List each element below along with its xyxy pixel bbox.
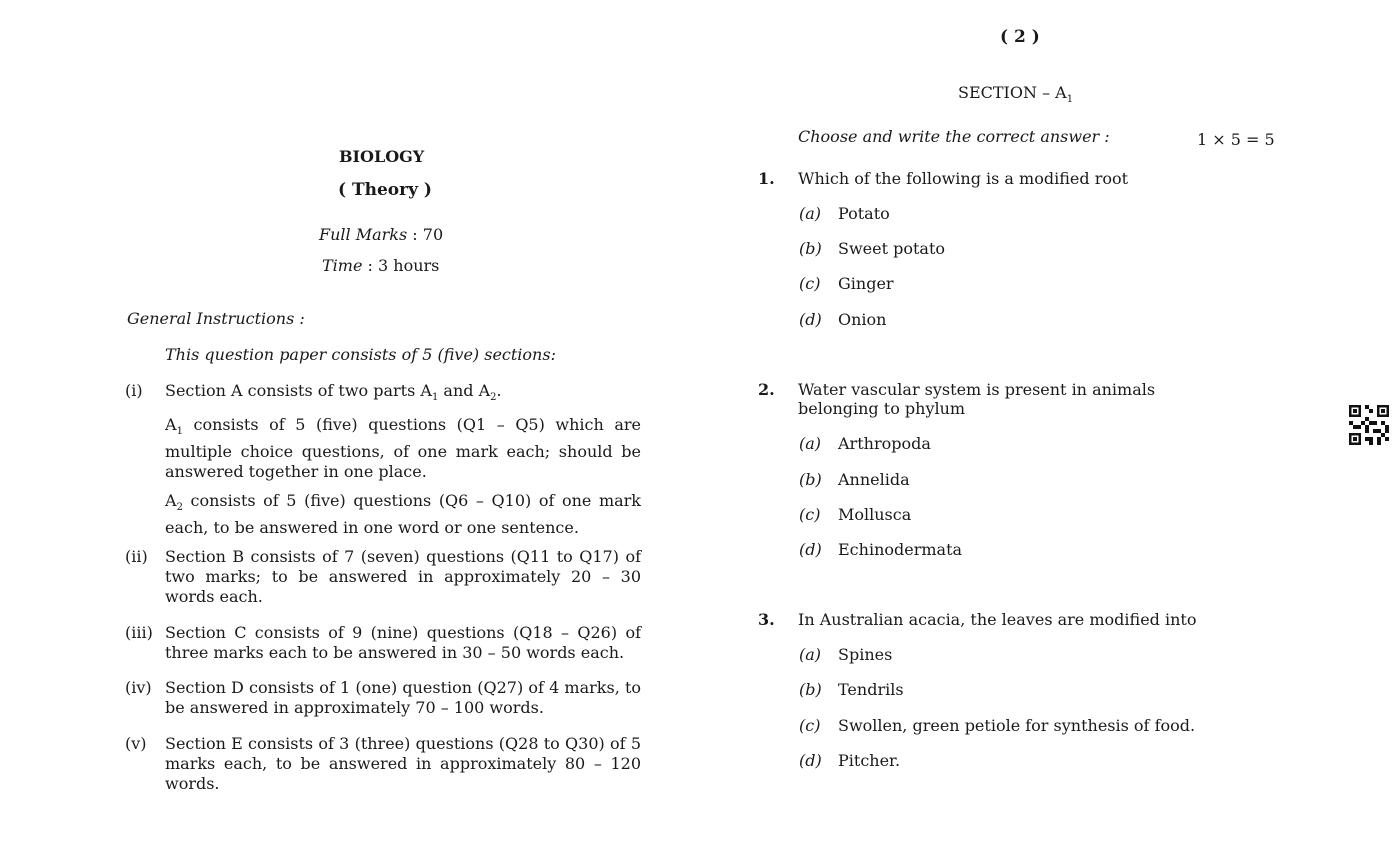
section-title <box>958 83 1073 105</box>
subject-title: BIOLOGY <box>339 147 425 166</box>
item-number: (ii) <box>125 547 148 566</box>
item-text: Section C consists of 9 (nine) questions (Q18 – Q26) of three marks each to be answered in 30 – 50 words each. <box>165 623 641 662</box>
qr-code-icon <box>1349 405 1389 445</box>
item-number: (i) <box>125 381 143 400</box>
page-number: ( 2 ) <box>1000 27 1040 47</box>
item-text-part: . <box>496 381 502 400</box>
question-number: 2. <box>758 380 775 399</box>
section-marks: 1 × 5 = 5 <box>1197 130 1275 149</box>
item-text-part: and A <box>438 381 491 400</box>
subscript: 2 <box>176 502 183 514</box>
item-text: Section B consists of 7 (seven) questions (Q11 to Q17) of two marks; to be answered in approximately 20 – 30 words each. <box>165 547 641 606</box>
option-text: Ginger <box>838 274 894 293</box>
section-instruction: Choose and write the correct answer : <box>798 127 1110 146</box>
a2-description <box>165 491 641 538</box>
option-text: Tendrils <box>838 680 904 699</box>
option-letter: (a) <box>799 645 822 664</box>
instructions-intro: This question paper consists of 5 (five) sections: <box>165 345 556 364</box>
subscript: 1 <box>431 392 439 404</box>
time-label: Time <box>322 256 363 275</box>
subscript: 1 <box>176 426 183 438</box>
item-text <box>165 381 502 403</box>
option-text: Swollen, green petiole for synthesis of food. <box>838 716 1196 735</box>
option-letter: (b) <box>799 239 822 258</box>
option-letter: (c) <box>799 505 821 524</box>
option-text: Sweet potato <box>838 239 946 258</box>
option-text: Mollusca <box>838 505 912 524</box>
full-marks <box>319 225 443 244</box>
time <box>322 256 439 275</box>
full-marks-value: : 70 <box>412 225 444 244</box>
option-letter: (a) <box>799 204 822 223</box>
section-title-text: SECTION – A <box>958 83 1067 102</box>
option-text: Annelida <box>838 470 910 489</box>
option-letter: (a) <box>799 434 822 453</box>
subscript: 2 <box>490 392 497 404</box>
item-number: (iii) <box>125 623 153 642</box>
full-marks-label: Full Marks <box>319 225 408 244</box>
general-instructions-heading: General Instructions : <box>127 309 305 328</box>
question-number: 3. <box>758 610 775 629</box>
item-number: (iv) <box>125 678 152 697</box>
option-letter: (b) <box>799 470 822 489</box>
question-text: Water vascular system is present in animals belonging to phylum <box>798 380 1156 418</box>
question-number: 1. <box>758 169 775 188</box>
option-letter: (d) <box>799 540 822 559</box>
a2-label: A <box>165 491 177 510</box>
paper-type: ( Theory ) <box>338 180 432 200</box>
item-text: Section E consists of 3 (three) questions (Q28 to Q30) of 5 marks each, to be answered in approximately 80 – 120 words. <box>165 734 641 793</box>
option-letter: (d) <box>799 751 822 770</box>
option-letter: (c) <box>799 274 821 293</box>
option-letter: (c) <box>799 716 821 735</box>
a1-text: consists of 5 (five) questions (Q1 – Q5) which are multiple choice questions, of one mark each; should be answered together in one place. <box>165 415 641 482</box>
a1-label: A <box>165 415 177 434</box>
time-value: : 3 hours <box>367 256 440 275</box>
option-text: Echinodermata <box>838 540 963 559</box>
option-text: Onion <box>838 310 887 329</box>
option-text: Potato <box>838 204 890 223</box>
question-text: In Australian acacia, the leaves are modified into <box>798 610 1197 629</box>
item-text: Section D consists of 1 (one) question (Q27) of 4 marks, to be answered in approximately 70 – 100 words. <box>165 678 641 717</box>
a2-text: consists of 5 (five) questions (Q6 – Q10) of one mark each, to be answered in one word or one sentence. <box>165 491 641 538</box>
item-text-part: Section A consists of two parts A <box>165 381 432 400</box>
option-text: Pitcher. <box>838 751 901 770</box>
option-text: Spines <box>838 645 893 664</box>
option-letter: (d) <box>799 310 822 329</box>
option-letter: (b) <box>799 680 822 699</box>
a1-description <box>165 415 641 482</box>
subscript: 1 <box>1066 94 1074 106</box>
question-text: Which of the following is a modified root <box>798 169 1129 188</box>
option-text: Arthropoda <box>838 434 931 453</box>
item-number: (v) <box>125 734 147 753</box>
